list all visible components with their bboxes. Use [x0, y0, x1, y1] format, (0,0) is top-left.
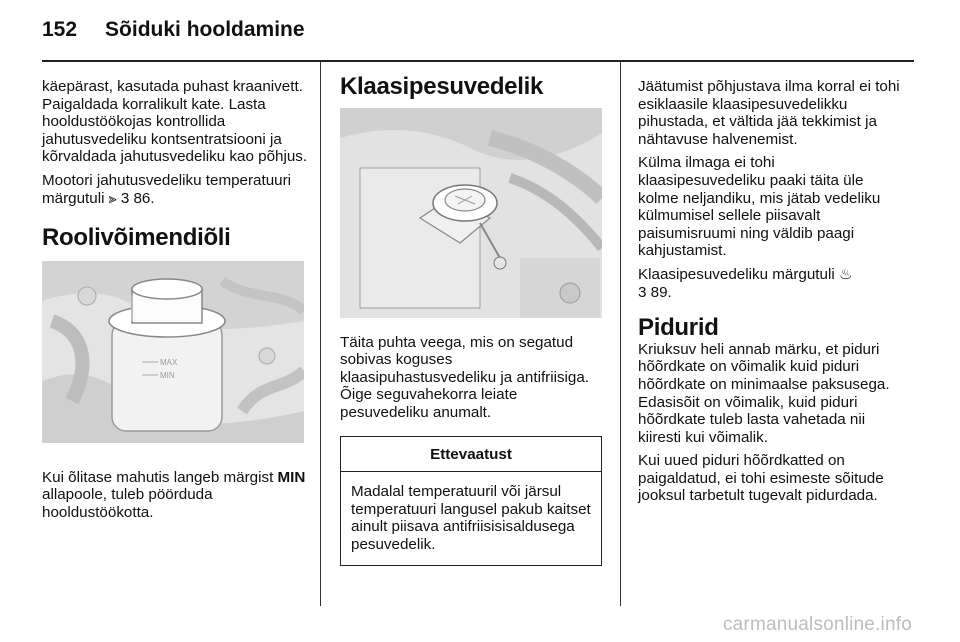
coolant-temperature-icon: ⫸	[108, 189, 117, 206]
min-mark-label: MIN	[160, 370, 175, 380]
caution-box	[340, 436, 602, 566]
section-heading: Pidurid	[638, 314, 719, 342]
column-3	[638, 78, 906, 511]
washer-fluid-reservoir-illustration	[340, 108, 602, 318]
watermark: carmanualsonline.info	[722, 614, 912, 635]
column-divider	[320, 62, 321, 606]
max-mark-label: MAX	[160, 357, 178, 367]
caution-title: Ettevaatust	[341, 437, 601, 473]
page-header	[42, 18, 305, 42]
paragraph: Täita puhta veega, mis on segatud sobivas koguses klaasipuhastusvedeliku ja antifriisiga. Õige seguvahekorra leiate pesuvedeliku anumalt.	[340, 333, 590, 421]
paragraph: Jäätumist põhjustava ilma korral ei tohi esiklaasile klaasipesuvedelikku pihustada, et vältida jää tekkimist ja nähtavuse halvenemist.	[638, 78, 900, 148]
paragraph: Klaasipesuvedeliku märgutuli ♨ 3 89.	[638, 265, 853, 301]
paragraph: Mootori jahutusvedeliku temperatuuri märgutuli ⫸ 3 86.	[42, 171, 292, 207]
paragraph: Kui uued piduri hõõrdkatted on paigaldatud, ei tohi esimeste sõitude jooksul tarbetult tugevalt pidurdada.	[638, 452, 884, 505]
page-title: Sõiduki hooldamine	[105, 18, 305, 41]
page-number: 152	[42, 18, 78, 41]
paragraph: Kui õlitase mahutis langeb märgist MIN allapoole, tuleb pöörduda hooldustöökotta.	[42, 468, 306, 521]
paragraph: käepärast, kasutada puhast kraanivett. Paigaldada korralikult kate. Lasta hooldustöökojas kontrollida jahutusvedeliku kontsentratsiooni ja kõrvaldada jahutusvedeliku kao põhjus.	[42, 78, 308, 166]
paragraph: Kriuksuv heli annab märku, et piduri hõõrdkate on võimalik kuid piduri hõõrdkate on minimaalse paksusega. Edasisõit on võimalik, kuid piduri hõõrdkate tuleb lasta vahetada nii kiiresti kui võimalik.	[638, 340, 890, 446]
column-2	[340, 73, 602, 566]
caution-text: Madalal temperatuuril või järsul temperatuuri langusel pakub kaitset ainult piisava antifriisisisaldusega pesuvedelik.	[351, 483, 591, 553]
section-heading: Klaasipesuvedelik	[340, 73, 544, 100]
section-heading: Roolivõimendiõli	[42, 224, 231, 252]
paragraph: Külma ilmaga ei tohi klaasipesuvedeliku paaki täita üle kolme neljandiku, mis jätab vedeliku külmumisel sellele piisavalt paisumisruumi ning väldib paagi kahjustamist.	[638, 154, 881, 260]
power-steering-reservoir-illustration	[42, 261, 304, 443]
column-divider	[620, 62, 621, 606]
column-1	[42, 78, 310, 528]
header-rule	[42, 60, 914, 62]
washer-fluid-icon: ♨	[838, 265, 853, 283]
